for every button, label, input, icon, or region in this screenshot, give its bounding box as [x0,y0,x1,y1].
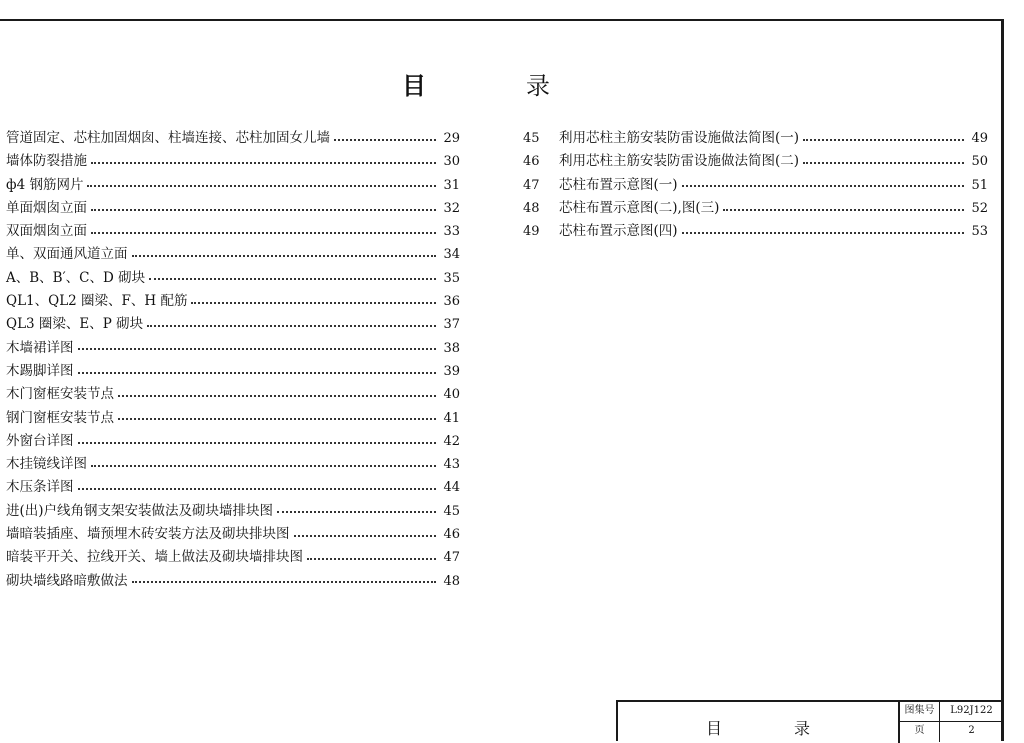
toc-leader-dots [277,511,436,513]
toc-entry-title: 芯柱布置示意图(一) [559,176,678,193]
toc-entry [523,173,988,196]
toc-entry-page: 49 [971,131,988,146]
drawing-title-block [616,700,1004,741]
page-number-label: 页 [900,722,940,742]
toc-entry [6,452,460,475]
toc-entry-number: 47 [523,177,540,193]
toc-entry [523,149,988,172]
toc-entry [6,312,460,335]
toc-entry-title: 木挂镜线详图 [6,456,87,473]
toc-leader-dots [682,185,964,187]
toc-entry [6,475,460,498]
toc-entry-page: 48 [443,573,460,589]
toc-entry-page: 43 [443,457,460,473]
toc-leader-dots [307,558,436,560]
toc-entry-title: 木压条详图 [6,479,74,496]
toc-right-column [523,126,988,242]
toc-entry-page: 39 [443,363,460,379]
toc-entry-page: 36 [443,294,460,310]
toc-entry-title: 单、双面通风道立面 [6,246,128,263]
toc-entry-title: 木墙裙详图 [6,339,74,356]
toc-entry-title: 木踢脚详图 [6,362,74,379]
toc-leader-dots [294,535,437,537]
toc-entry [6,522,460,545]
toc-entry [6,429,460,452]
toc-leader-dots [91,465,436,467]
atlas-number-label: 图集号 [900,702,940,722]
toc-entry [6,336,460,359]
toc-leader-dots [147,325,436,327]
toc-leader-dots [91,209,436,211]
toc-entry-page: 52 [971,200,988,216]
toc-entry-title: 芯柱布置示意图(四) [559,223,678,240]
toc-entry [523,126,988,149]
toc-leader-dots [118,395,436,397]
toc-entry [6,545,460,568]
toc-entry [6,196,460,219]
toc-leader-dots [87,185,436,187]
toc-entry-page: 44 [443,480,460,496]
toc-entry [6,382,460,405]
toc-leader-dots [723,209,964,211]
toc-entry-page: 46 [443,527,460,543]
toc-entry-title: 暗装平开关、拉线开关、墙上做法及砌块墙排块图 [6,549,303,566]
title-block-name-left: 目 [706,719,723,738]
frame-right-border [1001,19,1004,741]
toc-leader-dots [78,442,437,444]
toc-entry [6,289,460,312]
toc-leader-dots [132,255,437,257]
toc-leader-dots [78,488,437,490]
toc-entry-page: 37 [443,317,460,333]
toc-entry-title: 木门窗框安装节点 [6,386,114,403]
title-block-name-cell [618,702,900,743]
toc-entry-page: 33 [443,224,460,240]
toc-entry-number: 45 [523,131,540,146]
toc-entry-number: 49 [523,224,540,240]
toc-leader-dots [803,139,964,141]
toc-entry [523,196,988,219]
toc-leader-dots [91,162,436,164]
toc-entry-title: 钢门窗框安装节点 [6,409,114,426]
toc-entry-title: QL1、QL2 圈梁、F、H 配筋 [6,293,188,310]
toc-left-column [6,126,460,592]
page-title-left-char: 目 [402,71,426,100]
toc-entry-title: 单面烟囱立面 [6,199,87,216]
toc-entry-page: 50 [971,154,988,170]
toc-entry [6,359,460,382]
title-block-name-right: 录 [794,719,811,738]
toc-entry-title: 进(出)户线角钢支架安装做法及砌块墙排块图 [6,502,274,519]
atlas-number-value: L92J122 [940,702,1003,722]
toc-entry-page: 51 [971,177,988,193]
toc-entry-page: 45 [443,503,460,519]
toc-entry-page: 41 [443,410,460,426]
toc-entry-title: 墙体防裂措施 [6,153,87,170]
toc-entry-title: 墙暗装插座、墙预埋木砖安装方法及砌块排块图 [6,526,290,543]
toc-entry-page: 40 [443,387,460,403]
toc-entry-title: 芯柱布置示意图(二),图(三) [559,199,720,216]
toc-entry [6,219,460,242]
toc-entry-number: 48 [523,200,540,216]
toc-entry [6,173,460,196]
toc-entry-page: 29 [443,131,460,146]
toc-entry-title: 砌块墙线路暗敷做法 [6,572,128,589]
page-number-value: 2 [968,725,975,736]
toc-leader-dots [149,278,436,280]
toc-entry-title: 双面烟囱立面 [6,223,87,240]
toc-leader-dots [118,418,436,420]
toc-leader-dots [682,232,964,234]
toc-entry-page: 47 [443,550,460,566]
toc-entry [523,219,988,242]
toc-entry-page: 38 [443,340,460,356]
toc-entry [6,499,460,522]
toc-entry-page: 53 [971,224,988,240]
toc-entry-title: 外窗台详图 [6,432,74,449]
toc-leader-dots [78,372,437,374]
toc-entry-number: 46 [523,154,540,170]
toc-entry-title: 管道固定、芯柱加固烟囱、柱墙连接、芯柱加固女儿墙 [6,130,330,146]
frame-top-border [0,19,1004,21]
toc-entry-page: 31 [443,177,460,193]
toc-entry-title: 利用芯柱主筋安装防雷设施做法简图(二) [559,153,800,170]
toc-entry [6,266,460,289]
toc-leader-dots [78,348,437,350]
toc-entry-page: 32 [443,200,460,216]
toc-leader-dots [803,162,964,164]
toc-entry [6,242,460,265]
toc-entry-page: 30 [443,154,460,170]
toc-entry-title: A、B、B′、C、D 砌块 [6,269,146,286]
toc-entry [6,149,460,172]
toc-leader-dots [334,139,436,141]
toc-leader-dots [191,302,436,304]
toc-entry [6,126,460,149]
toc-entry [6,569,460,592]
toc-entry-page: 34 [443,247,460,263]
toc-entry-page: 42 [443,433,460,449]
toc-entry-title: 利用芯柱主筋安装防雷设施做法简图(一) [559,130,800,146]
toc-entry-title: ф4 钢筋网片 [6,176,84,193]
toc-entry [6,406,460,429]
toc-leader-dots [91,232,436,234]
page-title-right-char: 录 [526,72,550,100]
toc-entry-title: QL3 圈梁、E、P 砌块 [6,316,144,333]
toc-entry-page: 35 [443,270,460,286]
toc-leader-dots [132,581,437,583]
